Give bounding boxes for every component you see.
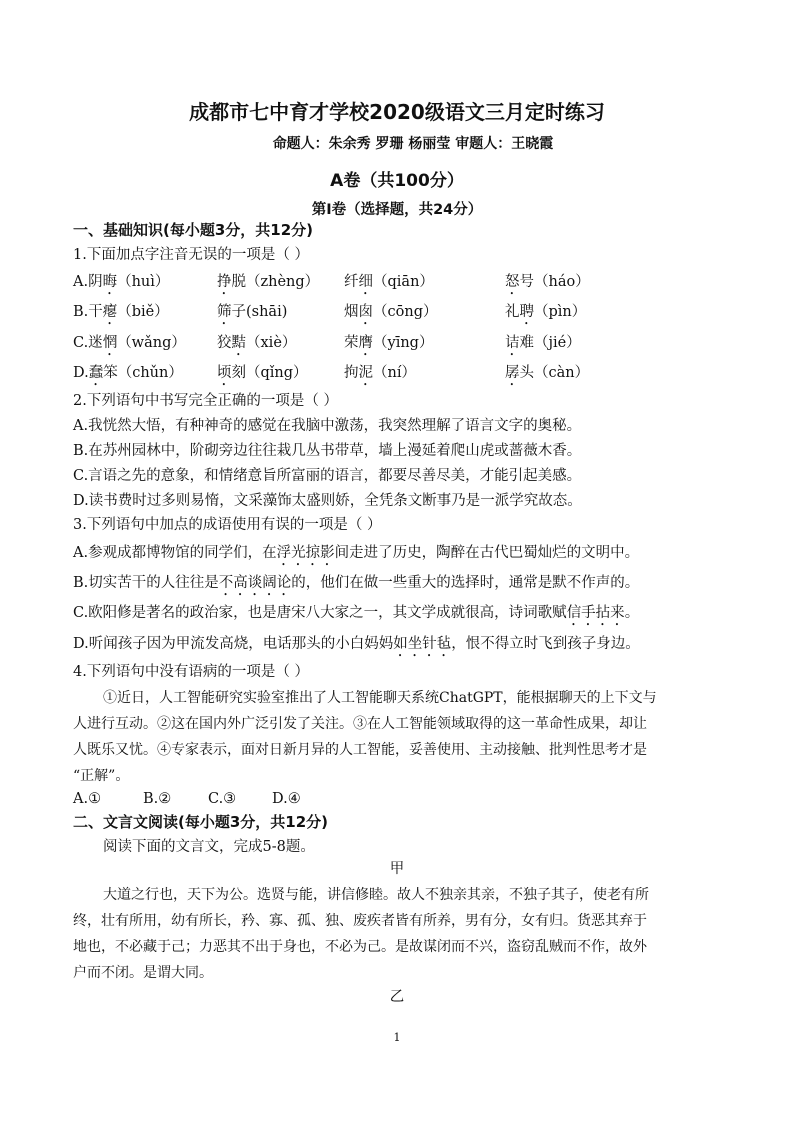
q1-option-c-item: 荣膺（yīng） (344, 335, 434, 351)
paper-a-heading: A卷（共100分） (330, 171, 464, 191)
q3-stem: 3.下列语句中加点的成语使用有误的一项是（ ） (73, 517, 382, 533)
q4-passage-line: 人进行互动。②这在国内外广泛引发了关注。③在人工智能领域取得的这一革命性成果，却让 (73, 716, 647, 732)
q4-option-a: A.① (73, 791, 102, 807)
q4-passage-line: ①近日，人工智能研究实验室推出了人工智能聊天系统ChatGPT，能根据聊天的上下文与 (103, 690, 657, 706)
q1-option-d-item: D.蠢笨（chǔn） (73, 365, 183, 381)
page-number: 1 (393, 1031, 401, 1044)
passage-jia-line: 终，壮有所用，幼有所长，矜、寡、孤、独、废疾者皆有所养，男有分，女有归。货恶其弃于 (73, 913, 647, 929)
q3-option-d: D.听闻孩子因为甲流发高烧，电话那头的小白妈妈如坐针毡，恨不得立时飞到孩子身边。 (73, 636, 640, 652)
q2-option-b: B.在苏州园林中，阶砌旁边往往栽几丛书带草，墙上漫延着爬山虎或蔷薇木香。 (73, 443, 582, 459)
q4-passage-line: 人既乐又忧。④专家表示，面对日新月异的人工智能，妥善使用、主动接触、批判性思考才是 (73, 742, 647, 758)
passage-jia-line: 地也，不必藏于己；力恶其不出于身也，不必为己。是故谋闭而不兴，盗窃乱贼而不作，故外 (73, 939, 647, 955)
passage-jia-line: 大道之行也，天下为公。选贤与能，讲信修睦。故人不独亲其亲，不独子其子，使老有所 (103, 887, 649, 903)
q1-option-d-item: 拘泥（ní） (344, 365, 416, 381)
q1-option-b-item: B.干瘪（biě） (73, 304, 169, 320)
q1-option-d-item: 顷刻（qǐng） (217, 365, 308, 381)
q1-option-c-item: C.迷惘（wǎng） (73, 335, 186, 351)
q1-option-b-item: 礼聘（pìn） (505, 304, 587, 320)
q4-passage-line: “正解”。 (73, 768, 130, 784)
passage-jia-line: 户而不闭。是谓大同。 (73, 965, 213, 981)
passage-yi-label: 乙 (389, 989, 405, 1005)
q1-option-a-item: 挣脱（zhèng） (217, 274, 320, 290)
q4-option-b: B.② (143, 791, 172, 807)
q4-option-c: C.③ (208, 791, 237, 807)
q4-option-d: D.④ (272, 791, 301, 807)
q1-option-c-item: 诘难（jié） (505, 335, 581, 351)
page-title: 成都市七中育才学校2020级语文三月定时练习 (189, 100, 605, 124)
q4-stem: 4.下列语句中没有语病的一项是（ ） (73, 664, 309, 680)
q1-option-a-item: 怒号（háo） (505, 274, 590, 290)
q2-option-d: D.读书费时过多则易惰，文采藻饰太盛则娇，全凭条文断事乃是一派学究故态。 (73, 493, 582, 509)
q1-option-c-item: 狡黠（xiè） (217, 335, 297, 351)
q3-option-a: A.参观成都博物馆的同学们，在浮光掠影间走进了历史，陶醉在古代巴蜀灿烂的文明中。 (73, 545, 640, 561)
section1-heading: 一、基础知识(每小题3分，共12分) (73, 221, 314, 239)
q3-option-c: C.欧阳修是著名的政治家，也是唐宋八大家之一，其文学成就很高，诗词歌赋信手拈来。 (73, 605, 640, 621)
q2-option-c: C.言语之先的意象，和情绪意旨所富丽的语言，都要尽善尽美，才能引起美感。 (73, 468, 582, 484)
section2-heading: 二、文言文阅读(每小题3分，共12分) (73, 813, 329, 831)
q2-option-a: A.我恍然大悟，有种神奇的感觉在我脑中激荡，我突然理解了语言文字的奥秘。 (73, 418, 582, 434)
passage-jia-label: 甲 (389, 861, 405, 877)
authors-line: 命题人：朱余秀 罗珊 杨丽莹 审题人：王晓霞 (272, 136, 554, 152)
q3-option-b: B.切实苦干的人往往是不高谈阔论的，他们在做一些重大的选择时，通常是默不作声的。 (73, 575, 640, 591)
part1-heading: 第Ⅰ卷（选择题，共24分） (311, 202, 483, 218)
q1-option-a-item: 纤细（qiān） (344, 274, 434, 290)
q1-option-b-item: 筛子(shāi) (217, 304, 288, 320)
q2-stem: 2.下列语句中书写完全正确的一项是（ ） (73, 393, 338, 409)
q1-option-a-item: A.阴晦（huì） (73, 274, 170, 290)
q1-option-b-item: 烟囱（cōng） (344, 304, 438, 320)
q1-option-d-item: 孱头（càn） (505, 365, 590, 381)
section2-intro: 阅读下面的文言文，完成5-8题。 (103, 839, 315, 855)
q1-stem: 1.下面加点字注音无误的一项是（ ） (73, 247, 309, 263)
